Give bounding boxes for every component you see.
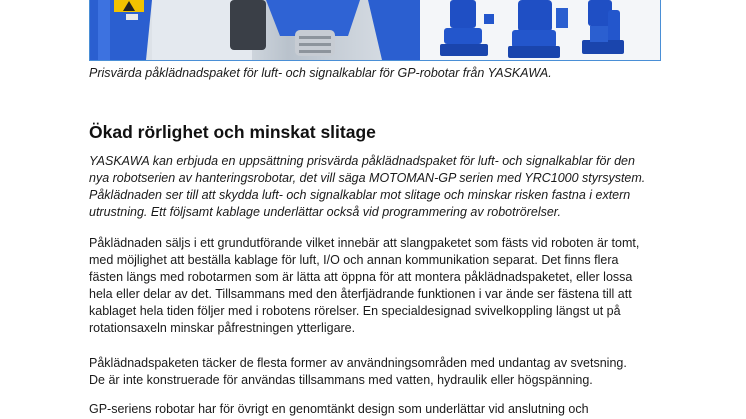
body-paragraph-1 <box>89 235 689 337</box>
paragraph-line: Påklädnadspaketen täcker de flesta former av användningsområden med undantag av svetsning. <box>89 356 627 370</box>
paragraph-line: kablaget hela tiden följer med i robotens rörelser. En specialdesignad svivelkoppling längst ut på <box>89 304 621 318</box>
lead-paragraph <box>89 153 689 221</box>
product-photo <box>89 0 661 61</box>
body-paragraph-2 <box>89 355 689 389</box>
body-paragraph-3 <box>89 401 689 418</box>
paragraph-line: De är inte konstruerade för användas tillsammans med vatten, hydraulik eller högspänning. <box>89 373 593 387</box>
paragraph-line: hela eller delar av det. Tillsammans med den återfjädrande funktionen i var ände ser fästena till att <box>89 287 632 301</box>
paragraph-line: med möjlighet att beställa kablage för luft, I/O och annan kommunikation separat. Det finns flera <box>89 253 619 267</box>
robot-model-2-shape <box>508 0 568 58</box>
robot-arm-closeup-drawing <box>90 0 420 60</box>
lead-line: Påklädnaden ser till att skydda luft- och signalkablar mot slitage och minskar risken fastna i extern <box>89 188 631 202</box>
article-heading: Ökad rörlighet och minskat slitage <box>89 122 376 142</box>
robot-body-highlight <box>98 0 110 60</box>
cable-coil-shape <box>230 0 266 50</box>
robot-model-1-shape <box>440 0 494 56</box>
paragraph-line: Påklädnaden säljs i ett grundutförande vilket innebär att slangpaketet som fästs vid roboten är tomt, <box>89 236 640 250</box>
robot-arm-closeup-photo <box>90 0 420 60</box>
robot-cover-shape <box>368 0 420 60</box>
lead-line: YASKAWA kan erbjuda en uppsättning prisvärda påklädnadspaket för luft- och signalkablar för den <box>89 154 635 168</box>
robot-model-3-shape <box>582 0 624 54</box>
robot-models-photo <box>420 0 660 60</box>
paragraph-line: rotationsaxeln minskar påfrestningen ytterligare. <box>89 321 356 335</box>
swivel-coupling-shape <box>295 30 335 56</box>
lead-line: nya robotserien av hanteringsrobotar, det vill säga MOTOMAN-GP serien med YRC1000 styrsystem. <box>89 171 646 185</box>
paragraph-line: GP-seriens robotar har för övrigt en genomtänkt design som underlättar vid anslutning och <box>89 402 589 416</box>
figure-caption: Prisvärda påklädnadspaket för luft- och signalkablar för GP-robotar från YASKAWA. <box>89 66 552 80</box>
robot-models-drawing <box>420 0 660 60</box>
lead-line: utrustning. Ett följsamt kablage underlättar också vid programmering av robotrörelser. <box>89 205 561 219</box>
paragraph-line: fästen längs med robotarmen som är lätta att öppna för att montera påklädnadspaketet, eller lossa <box>89 270 633 284</box>
